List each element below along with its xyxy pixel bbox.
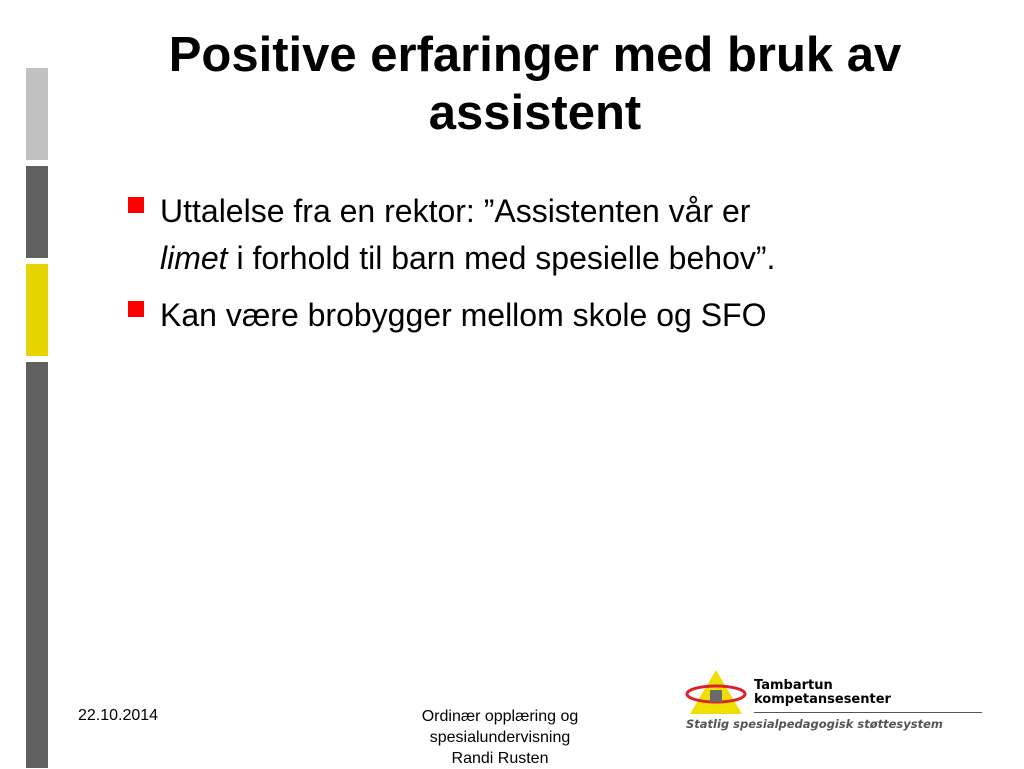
bullet-text-after: i forhold til barn med spesielle behov”. [227, 240, 776, 276]
tambartun-logo [684, 668, 984, 738]
bullet-text: Kan være brobygger mellom skole og SFO [160, 297, 767, 333]
bullet-item [128, 292, 988, 339]
logo-name-line1: Tambartun [754, 678, 833, 693]
square-bullet-icon [128, 301, 144, 317]
logo-name [754, 679, 891, 707]
logo-triangle-icon [684, 668, 754, 716]
footer-line: Randi Rusten [451, 750, 549, 767]
slide-title: Positive erfaringer med bruk av assistent [168, 28, 902, 140]
side-color-bar [0, 0, 50, 768]
side-bar-segment-yellow [26, 264, 48, 356]
logo-divider [754, 712, 982, 713]
bullet-list [128, 188, 988, 349]
footer-line: Ordinær opplæring og [421, 708, 579, 725]
side-bar-segment-dark-bottom [26, 362, 48, 768]
bullet-text-before: Uttalelse fra en rektor: ”Assistenten vår er [160, 193, 751, 229]
footer-date: 22.10.2014 [78, 707, 159, 724]
logo-name-line2: kompetansesenter [754, 692, 891, 707]
bullet-emphasis: limet [160, 240, 228, 276]
side-bar-segment-dark [26, 166, 48, 258]
footer-center-text [380, 706, 620, 769]
side-bar-segment-light [26, 68, 48, 160]
logo-tagline: Statlig spesialpedagogisk støttesystem [686, 717, 943, 731]
square-bullet-icon [128, 197, 144, 213]
footer-line: spesialundervisning [429, 729, 571, 746]
bullet-item [128, 188, 988, 282]
